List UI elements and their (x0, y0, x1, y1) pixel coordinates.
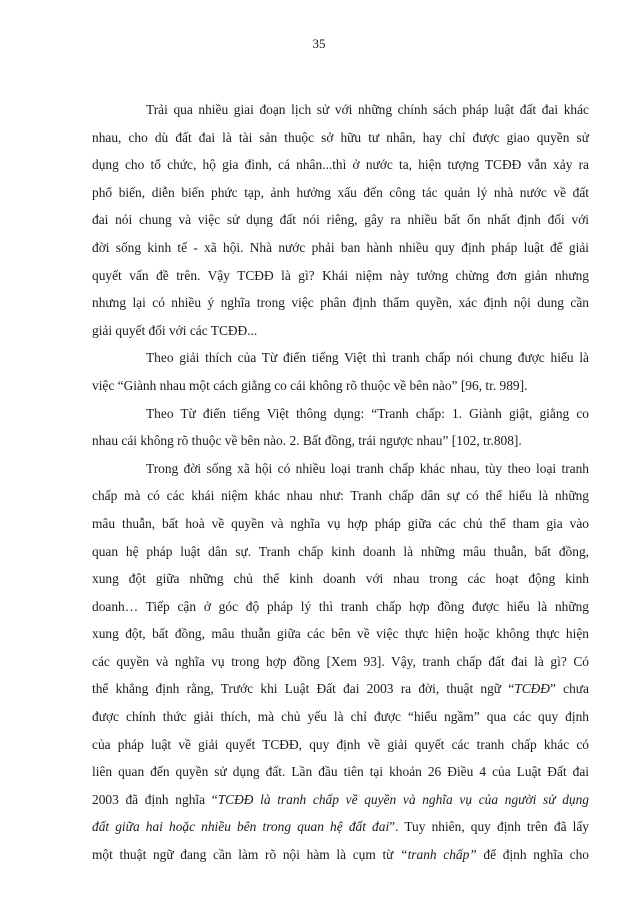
text-line: Trong đời sống xã hội có nhiều loại tranh chấp khác nhau, tùy theo loại tranh (146, 460, 589, 476)
text-line: liên quan đến quyền sử dụng đất. Lần đầu tiên tại khoản 26 Điều 4 của Luật Đất đai (92, 764, 589, 780)
text-segment: thể khẳng định rằng, Trước khi Luật Đất đai 2003 ra đời, thuật ngữ “ (92, 681, 515, 697)
text-line: phổ biến, diễn biến phức tạp, ảnh hưởng xấu đến công tác quản lý nhà nước về đất (92, 184, 589, 200)
text-line: dụng cho tổ chức, hộ gia đình, cá nhân...thì ở nước ta, hiện tượng TCĐĐ vẫn xảy ra (92, 157, 589, 173)
text-line (92, 675, 589, 703)
italic-text: “tranh chấp” (400, 847, 477, 863)
text-line: giải quyết đối với các TCĐĐ... (92, 322, 258, 338)
text-line: các quyền và nghĩa vụ trong hợp đồng [Xem 93]. Vậy, tranh chấp đất đai là gì? Có (92, 653, 589, 669)
text-line: của pháp luật về giải quyết TCĐĐ, quy định về giải quyết các tranh chấp khác có (92, 736, 589, 752)
text-line: Theo Từ điển tiếng Việt thông dụng: “Tranh chấp: 1. Giành giật, giằng co (146, 405, 589, 421)
text-line: chấp mà có các khái niệm khác nhau như: Tranh chấp dân sự có thể hiểu là những (92, 488, 589, 504)
page-number: 35 (312, 36, 326, 51)
text-line: nhau, cho dù đất đai là tài sản thuộc sở hữu tư nhân, hay chỉ được giao quyền sử (92, 129, 589, 145)
text-line: mâu thuẫn, bất hoà về quyền và nghĩa vụ hợp pháp giữa các chủ thể tham gia vào (92, 515, 589, 531)
text-line: đời sống kinh tế - xã hội. Nhà nước phải ban hành nhiều quy định pháp luật để giải (92, 239, 589, 255)
italic-text: TCĐĐ (514, 681, 550, 697)
text-segment: ”. Tuy nhiên, quy định trên đã lấy (389, 819, 590, 835)
body-text (92, 96, 589, 869)
text-segment: để định nghĩa cho (476, 847, 589, 863)
text-line: nhau cái không rõ thuộc về bên nào. 2. Bất đồng, trái ngược nhau” [102, tr.808]. (92, 433, 522, 449)
text-line: việc “Giành nhau một cách giằng co cái không rõ thuộc về bên nào” [96, tr. 989]. (92, 377, 528, 393)
text-line (92, 813, 589, 841)
italic-text: đất giữa hai hoặc nhiều bên trong quan hệ đất đai (92, 819, 390, 835)
text-line: đai nói chung và việc sử dụng đất nói riêng, gây ra nhiều bất ổn nhất định đối với (92, 212, 589, 228)
text-line: quyết vấn đề trên. Vậy TCĐĐ là gì? Khái niệm này tưởng chừng đơn giản nhưng (92, 267, 589, 283)
text-segment: 2003 đã định nghĩa “ (92, 791, 218, 807)
text-line: nhưng lại có nhiều ý nghĩa trong việc phân định thẩm quyền, xác định nội dung cần (92, 295, 589, 311)
text-segment: một thuật ngữ đang cần làm rõ nội hàm là cụm từ (92, 847, 401, 863)
text-line: xung đột giữa những chủ thể kinh doanh với nhau trong các hoạt động kinh (92, 571, 589, 587)
italic-text: TCĐĐ là tranh chấp về quyền và nghĩa vụ của người sử dụng (217, 791, 589, 807)
text-line: Theo giải thích của Từ điển tiếng Việt thì tranh chấp nói chung được hiểu là (146, 350, 589, 366)
text-line: được chính thức giải thích, mà chủ yếu là chỉ được “hiểu ngầm” qua các quy định (92, 709, 589, 725)
text-line (92, 786, 589, 814)
text-segment: ” chưa (549, 681, 590, 697)
text-line (92, 841, 589, 869)
text-line: xung đột, bất đồng, mâu thuẫn giữa các bên về việc thực hiện hoặc không thực hiện (92, 626, 589, 642)
text-line: Trải qua nhiều giai đoạn lịch sử với những chính sách pháp luật đất đai khác (146, 102, 589, 117)
text-line: quan hệ pháp luật dân sự. Tranh chấp kinh doanh là những mâu thuẫn, bất đồng, (92, 543, 589, 559)
text-line: doanh… Tiếp cận ở góc độ pháp lý thì tranh chấp hợp đồng được hiểu là những (92, 598, 589, 614)
